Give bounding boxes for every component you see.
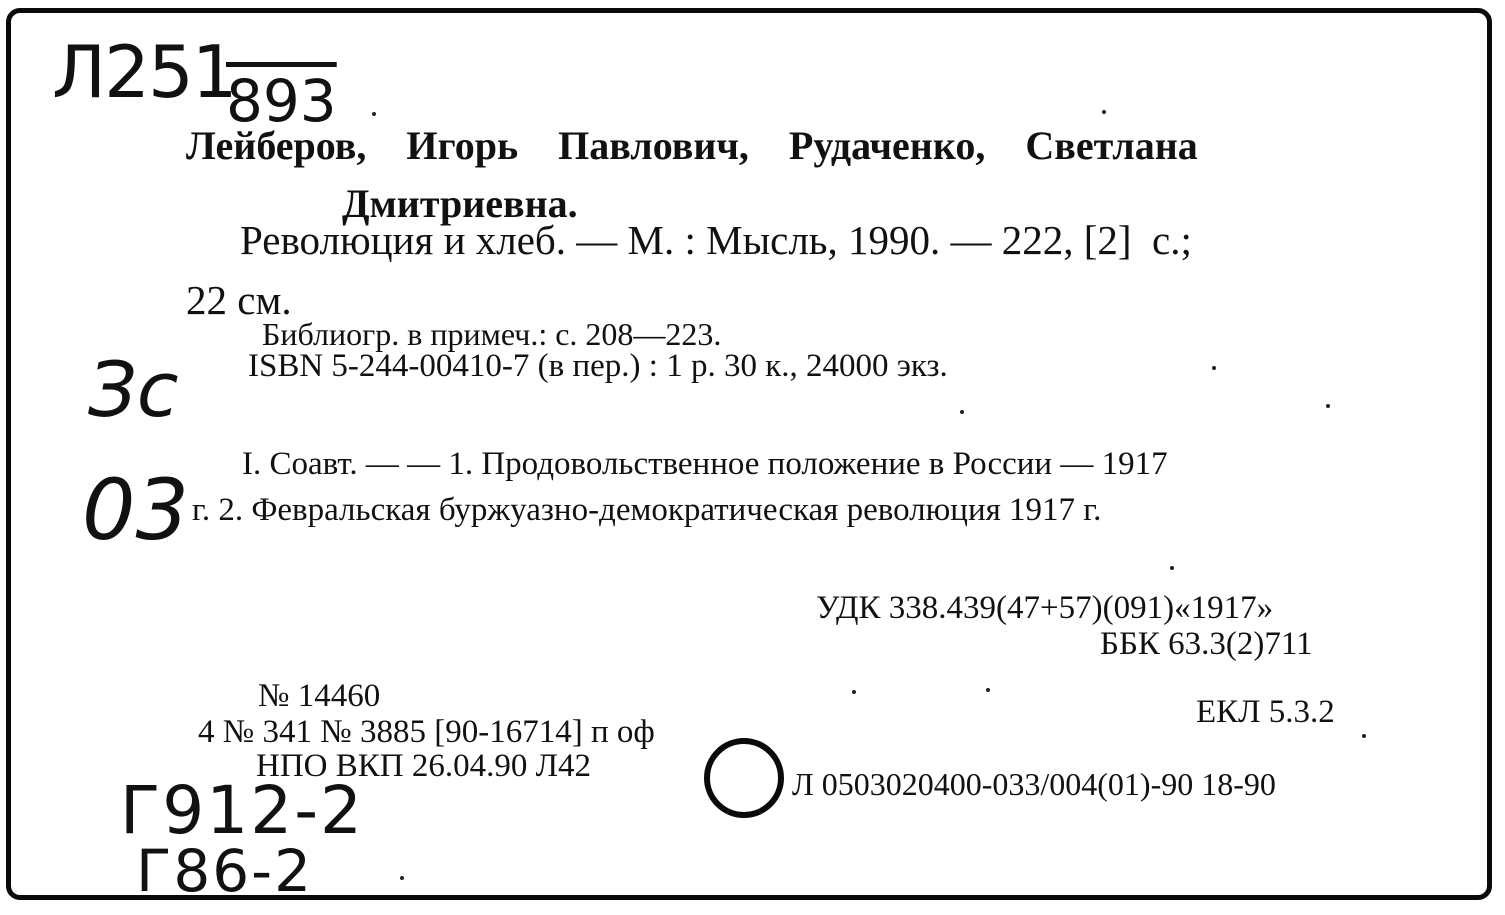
title-statement: Революция и хлеб. — М. : Мысль, 1990. — 222, [2] с.; bbox=[240, 217, 1192, 263]
udk-classification: УДК 338.439(47+57)(091)«1917» bbox=[816, 590, 1274, 626]
scan-speck bbox=[1362, 734, 1366, 738]
bbk-classification: ББК 63.3(2)711 bbox=[1100, 626, 1313, 662]
handwritten-margin-mark-1: Зс bbox=[88, 345, 179, 434]
handwritten-bottom-code-2: Г86-2 bbox=[136, 837, 314, 905]
stamp-circle bbox=[704, 738, 784, 818]
scan-speck bbox=[1170, 566, 1174, 570]
subject-headings-line2: г. 2. Февральская буржуазно-демократическая революция 1917 г. bbox=[192, 492, 1102, 528]
print-order-line: 4 № 341 № 3885 [90-16714] п оф bbox=[198, 714, 655, 750]
physical-description: 22 см. bbox=[186, 277, 292, 323]
isbn-note: ISBN 5-244-00410-7 (в пер.) : 1 р. 30 к., 24000 экз. bbox=[248, 348, 948, 384]
subject-headings-line1: I. Соавт. — — 1. Продовольственное положение в России — 1917 bbox=[242, 446, 1168, 482]
publisher-code: Л 0503020400-033/004(01)-90 18-90 bbox=[792, 766, 1276, 802]
scan-speck bbox=[400, 876, 404, 880]
scan-speck bbox=[1102, 110, 1106, 114]
heading-authors-continuation: Дмитриевна. bbox=[342, 181, 578, 226]
print-npo-line: НПО ВКП 26.04.90 Л42 bbox=[256, 748, 591, 784]
handwritten-shelfmark: Л251 bbox=[52, 30, 236, 114]
bibliography-note: Библиогр. в примеч.: с. 208—223. bbox=[262, 316, 722, 352]
ekl-classification: ЕКЛ 5.3.2 bbox=[1196, 694, 1335, 730]
scan-speck bbox=[1212, 366, 1216, 370]
scan-speck bbox=[986, 688, 990, 692]
handwritten-margin-mark-2: 03 bbox=[82, 461, 189, 559]
handwritten-bottom-code-1: Г912-2 bbox=[120, 772, 365, 849]
scan-speck bbox=[960, 410, 964, 414]
scan-speck bbox=[852, 690, 856, 694]
scan-speck bbox=[1326, 404, 1330, 408]
scan-speck bbox=[372, 112, 376, 116]
print-number: № 14460 bbox=[258, 678, 381, 714]
handwritten-shelfmark-number: 893 bbox=[226, 67, 337, 135]
heading-authors: Лейберов, Игорь Павлович, Рудаченко, Светлана bbox=[186, 123, 1198, 168]
